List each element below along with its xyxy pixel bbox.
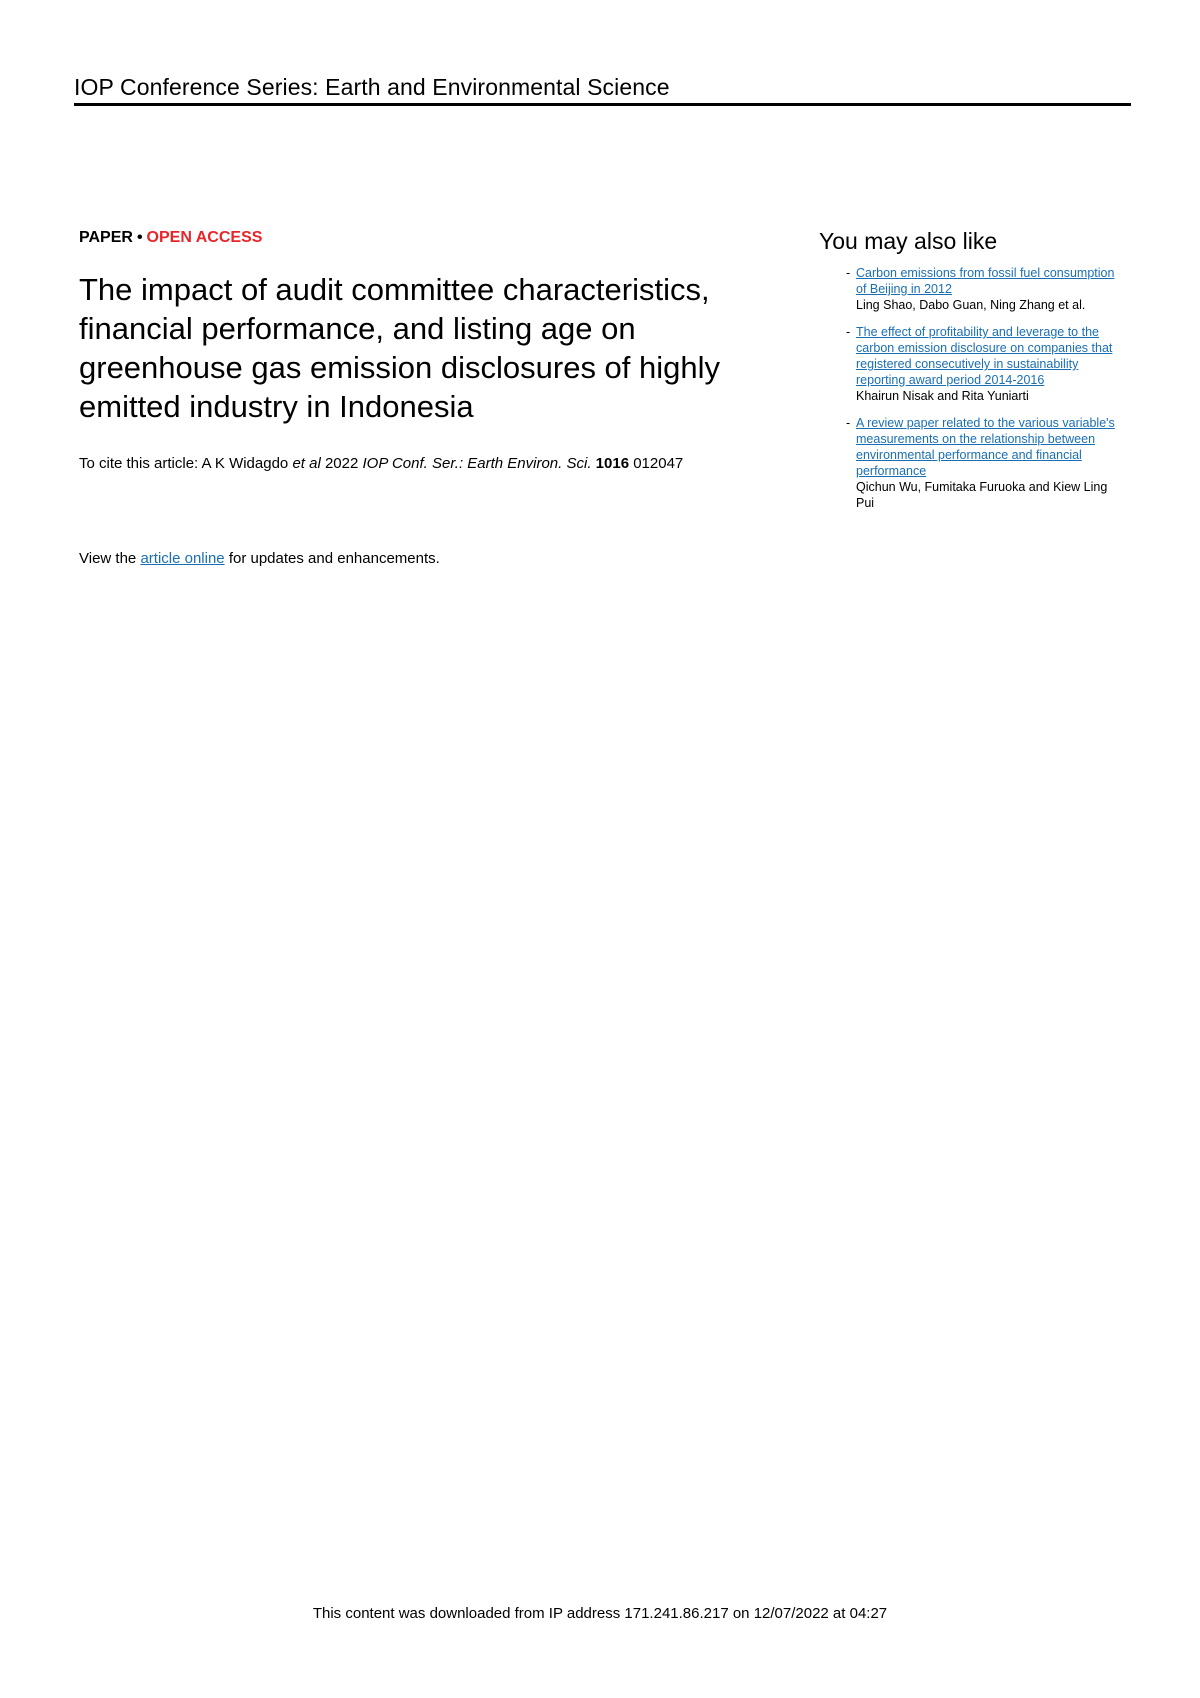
related-article-link[interactable]: Carbon emissions from fossil fuel consumption of Beijing in 2012 — [856, 266, 1115, 296]
journal-name: IOP Conference Series: Earth and Environmental Science — [74, 74, 670, 100]
list-dash: - — [846, 416, 851, 430]
related-item — [819, 265, 1139, 313]
label-separator: • — [136, 229, 143, 246]
related-item — [819, 324, 1139, 404]
citation-article-number: 012047 — [629, 455, 684, 472]
citation-prefix: To cite this article: A K Widagdo — [79, 455, 293, 472]
related-article-authors: Qichun Wu, Fumitaka Furuoka and Kiew Ling Pui — [856, 480, 1108, 510]
related-list — [819, 265, 1139, 511]
citation-journal: IOP Conf. Ser.: Earth Environ. Sci. — [362, 455, 592, 472]
citation-volume: 1016 — [595, 455, 630, 472]
citation-year: 2022 — [320, 455, 363, 472]
citation-line — [79, 455, 779, 472]
download-notice: This content was downloaded from IP address 171.241.86.217 on 12/07/2022 at 04:27 — [312, 1605, 888, 1622]
citation-etal: et al — [292, 455, 321, 472]
article-title: The impact of audit committee characteristics, financial performance, and listing age on greenhouse gas emission disclosures of highly emitted industry in Indonesia — [79, 272, 721, 424]
related-article-link[interactable]: The effect of profitability and leverage to the carbon emission disclosure on companies that registered consecutively in sustainability reporting award period 2014-2016 — [856, 325, 1113, 387]
related-item — [819, 415, 1139, 511]
list-dash: - — [846, 325, 851, 339]
view-online-suffix: for updates and enhancements. — [224, 550, 440, 567]
article-online-link[interactable]: article online — [140, 550, 225, 567]
related-articles-panel — [819, 228, 1139, 522]
header-divider — [74, 103, 1131, 106]
paper-type-label — [79, 229, 262, 247]
related-article-authors: Khairun Nisak and Rita Yuniarti — [856, 389, 1029, 403]
view-online-notice — [79, 550, 440, 567]
related-heading: You may also like — [819, 228, 998, 254]
paper-label-text: PAPER — [79, 229, 133, 246]
related-article-link[interactable]: A review paper related to the various variable's measurements on the relationship between environmental performance and financial performance — [856, 416, 1115, 478]
view-online-prefix: View the — [79, 550, 141, 567]
list-dash: - — [846, 266, 851, 280]
open-access-badge: OPEN ACCESS — [146, 229, 263, 246]
related-article-authors: Ling Shao, Dabo Guan, Ning Zhang et al. — [856, 298, 1086, 312]
